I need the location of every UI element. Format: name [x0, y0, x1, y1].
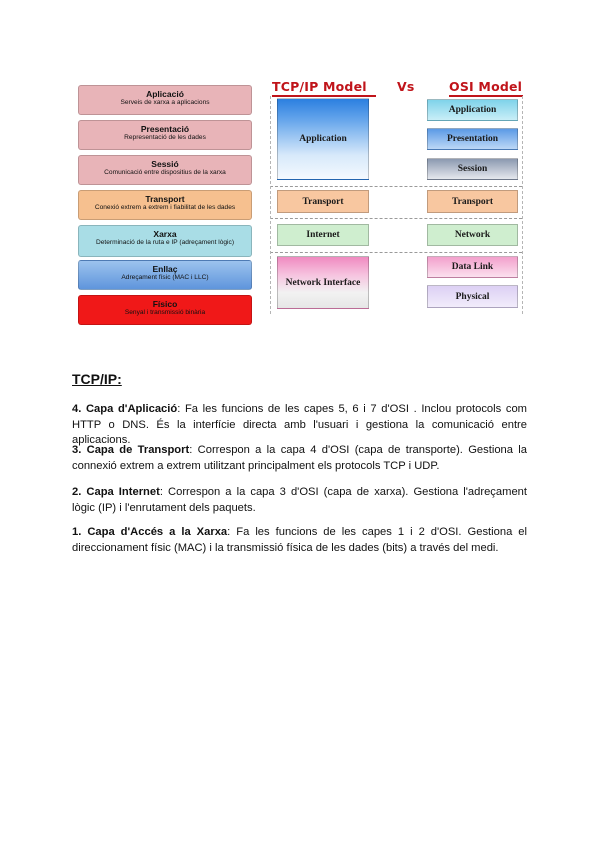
osi-layer-physical	[78, 295, 252, 325]
divider	[522, 96, 523, 314]
osi-layer-application	[78, 85, 252, 115]
tcpip-transport-box	[277, 190, 369, 213]
tcpip-internet-box	[277, 224, 369, 246]
layer-title: Sessió	[151, 159, 179, 169]
osi-session-box	[427, 158, 518, 180]
paragraph-text: : Correspon a la capa 4 d'OSI (capa de transporte). Gestiona la connexió extrem a extrem utilitzant principalment els protocols TCP i UDP.	[72, 444, 527, 472]
layer-title: Presentació	[140, 124, 190, 134]
box-label: Session	[457, 164, 488, 174]
paragraph-lead: 4. Capa d'Aplicació	[72, 403, 178, 415]
layer-description: Determinació de la ruta e IP (adreçament lògic)	[95, 239, 235, 246]
paragraph-lead: 1. Capa d'Accés a la Xarxa	[72, 526, 228, 538]
title-underline	[449, 95, 523, 97]
box-label: Presentation	[446, 134, 498, 144]
paragraph-lead: 2. Capa Internet	[72, 486, 160, 498]
divider	[270, 96, 271, 314]
divider	[270, 218, 522, 219]
layer-description: Comunicació entre dispositius de la xarxa	[104, 169, 226, 176]
layer-title: Transport	[145, 194, 185, 204]
box-label: Data Link	[451, 262, 494, 272]
paragraph-text: : Fa les funcions de les capes 1 i 2 d'OSI. Gestiona el direccionament físic (MAC) i la transmissió física de les dades (bits) a través del medi.	[72, 526, 527, 554]
osi-model-title: OSI Model	[449, 79, 523, 94]
paragraph-application-layer	[72, 402, 527, 449]
paragraph-lead: 3. Capa de Transport	[72, 444, 190, 456]
layer-title: Físico	[152, 299, 178, 309]
paragraph-text: : Correspon a la capa 3 d'OSI (capa de xarxa). Gestiona l'adreçament lògic (IP) i l'enrutament dels paquets.	[72, 486, 527, 514]
tcpip-model-title: TCP/IP Model	[272, 79, 367, 94]
vs-label: Vs	[397, 79, 415, 94]
divider	[270, 252, 522, 253]
osi-layer-session	[78, 155, 252, 185]
box-label: Transport	[452, 196, 493, 207]
title-underline	[272, 95, 376, 97]
box-label: Internet	[306, 230, 340, 240]
paragraph-text: : Fa les funcions de les capes 5, 6 i 7 d'OSI . Inclou protocols com HTTP o DNS. És la interfície directa amb l'usuari i gestiona la comunicació entre aplicacions.	[72, 403, 527, 446]
osi-layer-network	[78, 225, 252, 257]
osi-transport-box	[427, 190, 518, 213]
box-label: Physical	[455, 291, 490, 302]
divider	[270, 186, 522, 187]
osi-layer-transport	[78, 190, 252, 220]
layer-description: Conexió extrem a extrem i fiabilitat de les dades	[94, 204, 236, 211]
osi-network-box	[427, 224, 518, 246]
box-label: Application	[448, 105, 497, 115]
section-heading: TCP/IP:	[72, 371, 122, 387]
layer-title: Enllaç	[152, 264, 178, 274]
osi-physical-box	[427, 285, 518, 308]
paragraph-network-access-layer	[72, 525, 527, 556]
layer-description: Representació de les dades	[124, 134, 206, 141]
paragraph-internet-layer	[72, 485, 527, 516]
layer-description: Adreçament físic (MAC i LLC)	[121, 274, 209, 281]
paragraph-transport-layer	[72, 443, 527, 474]
tcpip-network-interface-box	[277, 256, 369, 309]
layer-title: Xarxa	[153, 229, 177, 239]
box-label: Network Interface	[285, 277, 361, 288]
osi-data-link-box	[427, 256, 518, 278]
osi-layer-presentation	[78, 120, 252, 150]
layer-description: Senyal i transmissió binària	[124, 309, 206, 316]
layer-description: Serveis de xarxa a aplicacions	[120, 99, 210, 106]
osi-application-box	[427, 99, 518, 121]
tcpip-application-box	[277, 98, 369, 180]
osi-layer-data-link	[78, 260, 252, 290]
box-label: Transport	[302, 196, 344, 207]
layer-title: Aplicació	[146, 89, 184, 99]
box-label: Application	[299, 134, 347, 144]
box-label: Network	[454, 230, 491, 240]
osi-presentation-box	[427, 128, 518, 150]
